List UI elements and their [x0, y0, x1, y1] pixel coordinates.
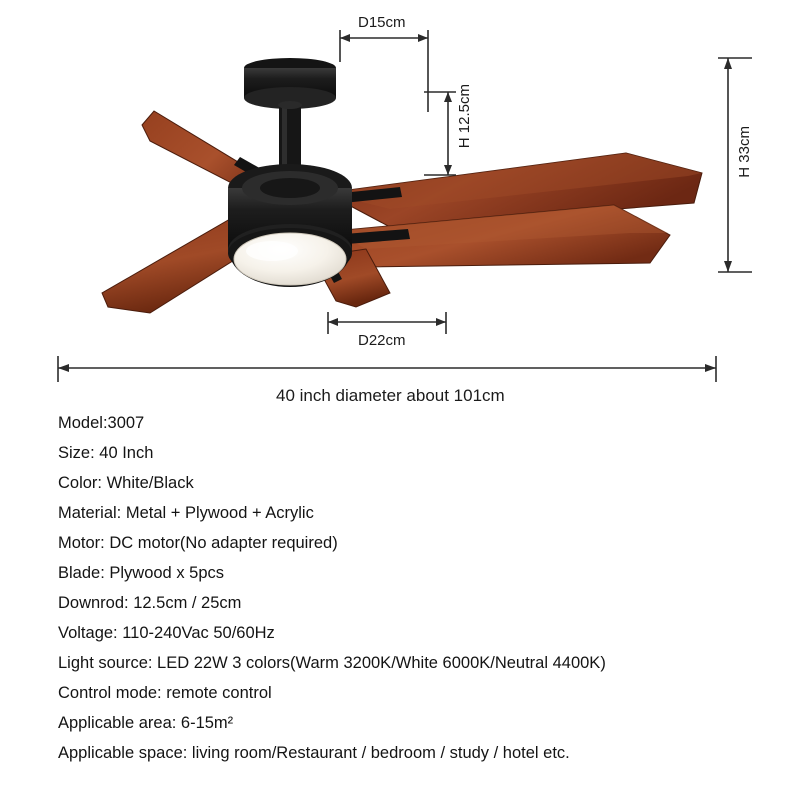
dimension-label-canopy-width: D15cm — [358, 14, 406, 31]
spec-size: Size: 40 Inch — [58, 444, 154, 462]
dimension-label-overall-span: 40 inch diameter about 101cm — [276, 386, 505, 405]
spec-downrod: Downrod: 12.5cm / 25cm — [58, 594, 242, 612]
spec-blade: Blade: Plywood x 5pcs — [58, 564, 225, 582]
spec-light-source: Light source: LED 22W 3 colors(Warm 3200K/White 6000K/Neutral 4400K) — [58, 654, 606, 672]
spec-color: Color: White/Black — [58, 474, 194, 492]
dimension-label-total-height: H 33cm — [736, 126, 753, 178]
spec-material: Material: Metal + Plywood + Acrylic — [58, 504, 314, 522]
dimension-label-housing-width: D22cm — [358, 332, 406, 349]
dimension-label-downrod-height: H 12.5cm — [456, 84, 473, 149]
spec-voltage: Voltage: 110-240Vac 50/60Hz — [58, 624, 275, 642]
spec-motor: Motor: DC motor(No adapter required) — [58, 534, 338, 552]
product-spec-list — [58, 408, 778, 768]
spec-applicable-area: Applicable area: 6-15m² — [58, 714, 234, 732]
spec-model: Model:3007 — [58, 414, 145, 432]
spec-control-mode: Control mode: remote control — [58, 684, 272, 702]
spec-applicable-space: Applicable space: living room/Restaurant / bedroom / study / hotel etc. — [58, 744, 570, 762]
